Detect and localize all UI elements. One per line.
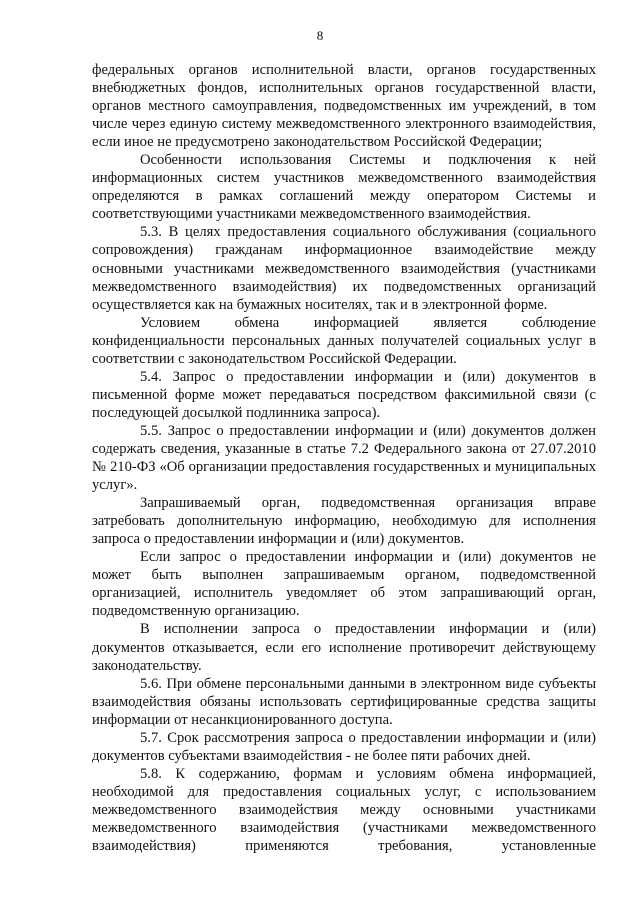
- paragraph-additional-information: Запрашиваемый орган, подведомственная организация вправе затребовать дополнительную информацию, необходимую для исполнения запроса о предоставлении информации и (или) документов.: [92, 495, 596, 548]
- paragraph-request-not-fulfilled: Если запрос о предоставлении информации и (или) документов не может быть выполнен запрашиваемым органом, подведомственной организацией, исполнитель уведомляет об этом запрашивающий орган, подведомственную организацию.: [92, 549, 596, 620]
- paragraph-5-7: 5.7. Срок рассмотрения запроса о предоставлении информации и (или) документов субъектами взаимодействия - не более пяти рабочих дней.: [92, 729, 596, 764]
- paragraph-5-4: 5.4. Запрос о предоставлении информации и (или) документов в письменной форме может передаваться посредством факсимильной связи (с последующей досылкой подлинника запроса).: [92, 368, 596, 421]
- page-number: 8: [316, 28, 324, 43]
- paragraph-5-5: 5.5. Запрос о предоставлении информации и (или) документов должен содержать сведения, указанные в статье 7.2 Федерального закона от 27.07.2010 № 210-ФЗ «Об организации предоставления государственных и муниципальных услуг».: [92, 422, 596, 494]
- document-body: [92, 61, 596, 855]
- paragraph-continuation: федеральных органов исполнительной власти, органов государственных внебюджетных фондов, исполнительных органов государственной власти, органов местного самоуправления, подведомственных им учреждений, в том числе через единую систему межведомственного электронного взаимодействия, если иное не предусмотрено законодательством Российской Федерации;: [92, 62, 596, 151]
- paragraph-request-refusal: В исполнении запроса о предоставлении информации и (или) документов отказывается, если его исполнение противоречит действующему законодательству.: [92, 621, 596, 674]
- paragraph-5-6: 5.6. При обмене персональными данными в электронном виде субъекты взаимодействия обязаны использовать сертифицированные средства защиты информации от несанкционированного доступа.: [92, 675, 596, 728]
- paragraph-exchange-condition: Условием обмена информацией является соблюдение конфиденциальности персональных данных получателей социальных услуг в соответствии с законодательством Российской Федерации.: [92, 314, 596, 367]
- paragraph-5-8: 5.8. К содержанию, формам и условиям обмена информацией, необходимой для предоставления социальных услуг, с использованием межведомственного взаимодействия между основными участниками межведомственного взаимодействия (участниками межведомственного взаимодействия) применяются требования, установленные: [92, 765, 596, 855]
- paragraph-system-features: Особенности использования Системы и подключения к ней информационных систем участников межведомственного взаимодействия определяются в рамках соглашений между оператором Системы и соответствующими участниками межведомственного взаимодействия.: [92, 152, 596, 223]
- paragraph-5-3: 5.3. В целях предоставления социального обслуживания (социального сопровождения) гражданам информационное взаимодействие между основными участниками межведомственного взаимодействия (участниками межведомственного взаимодействия) их подведомственных организаций осуществляется как на бумажных носителях, так и в электронной форме.: [92, 224, 596, 313]
